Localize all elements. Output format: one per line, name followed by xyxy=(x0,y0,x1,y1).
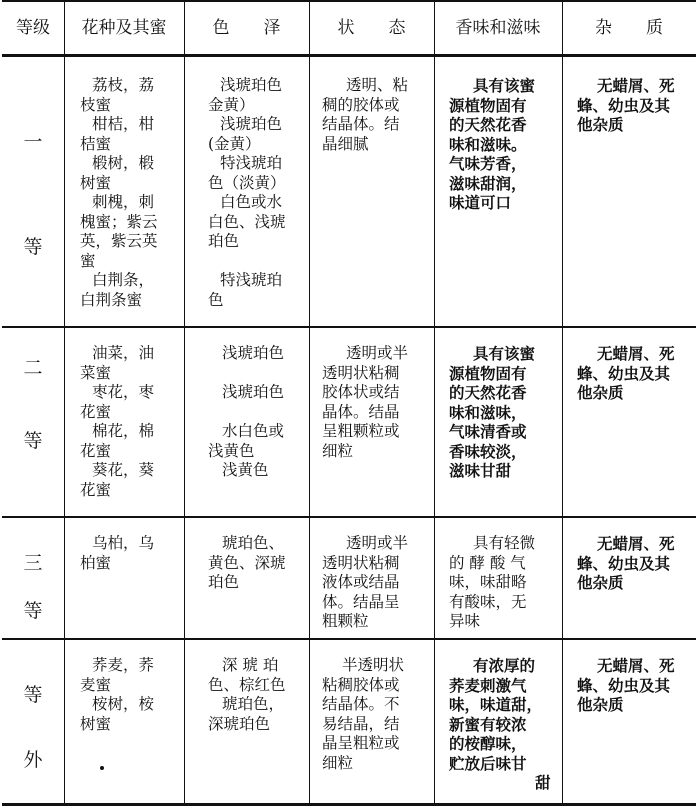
state-line: 透明、粘 xyxy=(346,76,409,94)
aroma-line: 的天然花香 xyxy=(449,115,527,134)
color-line: 浅琥珀色 xyxy=(220,76,283,94)
grade-outside-char-1: 等 xyxy=(23,684,43,706)
color-line: 色 xyxy=(208,290,224,309)
state-third xyxy=(322,534,408,632)
aroma-line: 味，味甜略 xyxy=(449,573,527,591)
grade-third xyxy=(2,518,64,638)
col-rule-1 xyxy=(64,0,65,806)
aroma-line: 味和滋味， xyxy=(449,402,527,422)
state-line: 细粒 xyxy=(322,753,354,772)
state-line: 粗颗粒 xyxy=(322,612,369,630)
aroma-line: 味，味道甜， xyxy=(449,695,543,714)
variety-line: 树蜜 xyxy=(80,714,112,733)
col-rule-2 xyxy=(184,0,185,806)
variety-second xyxy=(80,344,154,500)
aroma-line: 的桉醇味， xyxy=(449,734,527,753)
aroma-line: 具有该蜜 xyxy=(473,76,536,95)
aroma-line: 有浓厚的 xyxy=(473,656,536,675)
aroma-first xyxy=(449,76,535,213)
variety-line: 花蜜 xyxy=(80,480,112,499)
variety-line: 花蜜 xyxy=(80,402,112,421)
variety-line: 麦蜜 xyxy=(80,675,112,694)
impurity-line: 蜂、幼虫及其 xyxy=(577,95,671,115)
grade-second xyxy=(2,328,64,516)
state-line: 液体或结晶 xyxy=(322,573,400,591)
impurity-line: 无蜡屑、死 xyxy=(597,344,675,363)
aroma-line: 荞麦刺激气 xyxy=(449,675,527,695)
grade-first-char-1: 一 xyxy=(23,131,43,153)
variety-line: 乌柏，乌 xyxy=(92,534,155,552)
color-line: 色、棕红色 xyxy=(208,675,286,694)
aroma-line: 新蜜有较浓 xyxy=(449,714,527,734)
variety-line: 英，紫云英 xyxy=(80,232,158,250)
variety-line: 菜蜜 xyxy=(80,363,112,382)
aroma-line: 的 酵 酸 气 xyxy=(449,553,526,572)
color-line: 浅琥珀色 xyxy=(222,383,285,401)
header-grade: 等级 xyxy=(16,18,50,38)
variety-line: 枝蜜 xyxy=(80,95,112,114)
color-line: 珀色 xyxy=(208,232,240,250)
impurity-line: 无蜡屑、死 xyxy=(597,534,675,553)
aroma-line: 有酸味，无 xyxy=(449,592,527,611)
aroma-line: 味和滋味。 xyxy=(449,134,527,154)
state-line: 稠的胶体或 xyxy=(322,95,400,114)
aroma-second xyxy=(449,344,535,481)
state-line: 体。结晶呈 xyxy=(322,592,400,611)
impurity-first xyxy=(577,76,675,135)
aroma-line: 源植物固有 xyxy=(449,95,527,115)
state-line: 呈粗颗粒或 xyxy=(322,422,400,440)
state-line: 晶细腻 xyxy=(322,134,369,153)
color-line: 浅琥珀色 xyxy=(222,344,285,362)
impurity-second xyxy=(577,344,675,403)
variety-first xyxy=(80,76,158,310)
variety-line: 葵花，葵 xyxy=(92,461,155,479)
impurity-line: 他杂质 xyxy=(577,695,624,714)
ink-dot xyxy=(100,766,104,770)
variety-line: 白荆条， xyxy=(92,271,155,289)
color-line: 浅琥珀色 xyxy=(220,115,283,133)
aroma-line: 异味 xyxy=(449,612,481,630)
color-outside xyxy=(208,656,286,734)
impurity-line: 无蜡屑、死 xyxy=(597,656,675,675)
variety-line: 桉树，桉 xyxy=(92,695,155,713)
state-line: 结晶体。结 xyxy=(322,115,400,133)
variety-line: 蜜 xyxy=(80,251,96,270)
state-first xyxy=(322,76,408,154)
aroma-line: 甜 xyxy=(535,773,551,792)
state-line: 透明状粘稠 xyxy=(322,363,400,382)
impurity-outside xyxy=(577,656,675,715)
aroma-outside xyxy=(449,656,551,793)
color-line: 白色、浅琥 xyxy=(208,212,286,231)
color-line: 琥珀色、 xyxy=(222,534,285,552)
grade-outside xyxy=(2,640,64,803)
color-line: 特浅琥珀 xyxy=(220,271,283,289)
color-line: 白色或水 xyxy=(220,193,283,211)
aroma-line: 源植物固有 xyxy=(449,363,527,383)
honey-grade-table xyxy=(2,0,696,806)
rule-bottom xyxy=(2,803,696,806)
variety-outside xyxy=(80,656,154,734)
aroma-line: 气味芳香， xyxy=(449,154,527,173)
state-line: 易结晶，结 xyxy=(322,714,400,733)
grade-second-char-1: 二 xyxy=(23,357,43,379)
header-aroma: 香味和滋味 xyxy=(455,18,541,38)
color-second xyxy=(208,344,284,481)
impurity-line: 他杂质 xyxy=(577,383,624,402)
header-color: 色 泽 xyxy=(212,18,281,38)
color-line xyxy=(208,252,286,272)
rule-row1 xyxy=(2,326,696,328)
rule-header xyxy=(2,54,696,57)
color-line: 深 琥 珀 xyxy=(222,656,279,674)
state-line: 胶体状或结 xyxy=(322,383,400,401)
state-line: 透明或半 xyxy=(346,344,409,362)
color-third xyxy=(208,534,286,593)
header-state: 状 态 xyxy=(337,18,406,38)
impurity-line: 蜂、幼虫及其 xyxy=(577,363,671,383)
impurity-line: 他杂质 xyxy=(577,115,624,134)
variety-line: 棉花，棉 xyxy=(92,422,155,440)
grade-first xyxy=(2,57,64,326)
col-rule-3 xyxy=(309,0,310,806)
aroma-line: 贮放后味甘 xyxy=(449,753,527,773)
color-line: 琥珀色， xyxy=(222,695,285,713)
variety-line: 油菜，油 xyxy=(92,344,155,362)
variety-line: 槐蜜；紫云 xyxy=(80,212,158,231)
variety-third xyxy=(80,534,154,573)
header-impurity: 杂 质 xyxy=(595,18,663,38)
variety-line: 花蜜 xyxy=(80,441,112,460)
state-line: 细粒 xyxy=(322,441,354,460)
color-line: 水白色或 xyxy=(222,422,285,440)
color-first xyxy=(208,76,286,310)
color-line: 特浅琥珀 xyxy=(220,154,283,172)
state-line: 晶呈粗粒或 xyxy=(322,734,400,752)
color-line: 深琥珀色 xyxy=(208,714,271,733)
aroma-line: 具有轻微 xyxy=(473,534,536,552)
col-rule-5 xyxy=(562,0,563,806)
variety-line: 柑桔，柑 xyxy=(92,115,155,133)
header-variety: 花种及其蜜 xyxy=(81,18,167,38)
variety-line: 刺槐，刺 xyxy=(92,193,155,211)
color-line xyxy=(208,364,284,384)
rule-top xyxy=(2,0,696,2)
state-second xyxy=(322,344,408,461)
rule-row2 xyxy=(2,516,696,518)
variety-line: 白荆条蜜 xyxy=(80,290,143,309)
grade-first-char-2: 等 xyxy=(23,236,43,258)
grade-third-char-2: 等 xyxy=(23,600,43,622)
impurity-line: 他杂质 xyxy=(577,573,624,592)
impurity-line: 无蜡屑、死 xyxy=(597,76,675,95)
impurity-third xyxy=(577,534,675,593)
aroma-line: 味道可口 xyxy=(449,193,512,212)
color-line: 浅黄色 xyxy=(208,441,255,460)
aroma-line: 滋味甜润， xyxy=(449,173,527,193)
aroma-line: 具有该蜜 xyxy=(473,344,536,363)
variety-line: 桔蜜 xyxy=(80,134,112,153)
aroma-line: 的天然花香 xyxy=(449,383,527,402)
color-line: 色（淡黄） xyxy=(208,173,286,192)
state-line: 透明状粘稠 xyxy=(322,553,400,572)
variety-line: 柏蜜 xyxy=(80,553,112,572)
color-line xyxy=(208,403,284,423)
variety-line: 椴树，椴 xyxy=(92,154,155,172)
grade-third-char-1: 三 xyxy=(23,552,43,574)
variety-line: 荔枝，荔 xyxy=(92,76,155,94)
color-line: 浅黄色 xyxy=(222,461,269,479)
state-line: 结晶体。不 xyxy=(322,695,400,713)
state-line: 粘稠胶体或 xyxy=(322,675,400,694)
variety-line: 枣花，枣 xyxy=(92,383,155,401)
grade-outside-char-2: 外 xyxy=(23,749,43,771)
rule-row3 xyxy=(2,638,696,640)
aroma-third xyxy=(449,534,535,632)
grade-second-char-2: 等 xyxy=(23,430,43,452)
aroma-line: 滋味甘甜 xyxy=(449,461,512,480)
state-line: 晶体。结晶 xyxy=(322,402,400,421)
state-line: 半透明状 xyxy=(342,656,405,674)
color-line: (金黄） xyxy=(208,134,261,153)
color-line: 黄色、深琥 xyxy=(208,553,286,572)
aroma-line: 气味清香或 xyxy=(449,422,527,441)
state-outside xyxy=(322,656,404,773)
color-line: 金黄） xyxy=(208,95,255,114)
impurity-line: 蜂、幼虫及其 xyxy=(577,675,671,695)
state-line: 透明或半 xyxy=(346,534,409,552)
variety-line: 树蜜 xyxy=(80,173,112,192)
col-rule-4 xyxy=(434,0,435,806)
color-line: 珀色 xyxy=(208,573,240,591)
impurity-line: 蜂、幼虫及其 xyxy=(577,553,671,573)
variety-line: 荞麦，荞 xyxy=(92,656,155,674)
aroma-line: 香味较淡， xyxy=(449,441,527,461)
